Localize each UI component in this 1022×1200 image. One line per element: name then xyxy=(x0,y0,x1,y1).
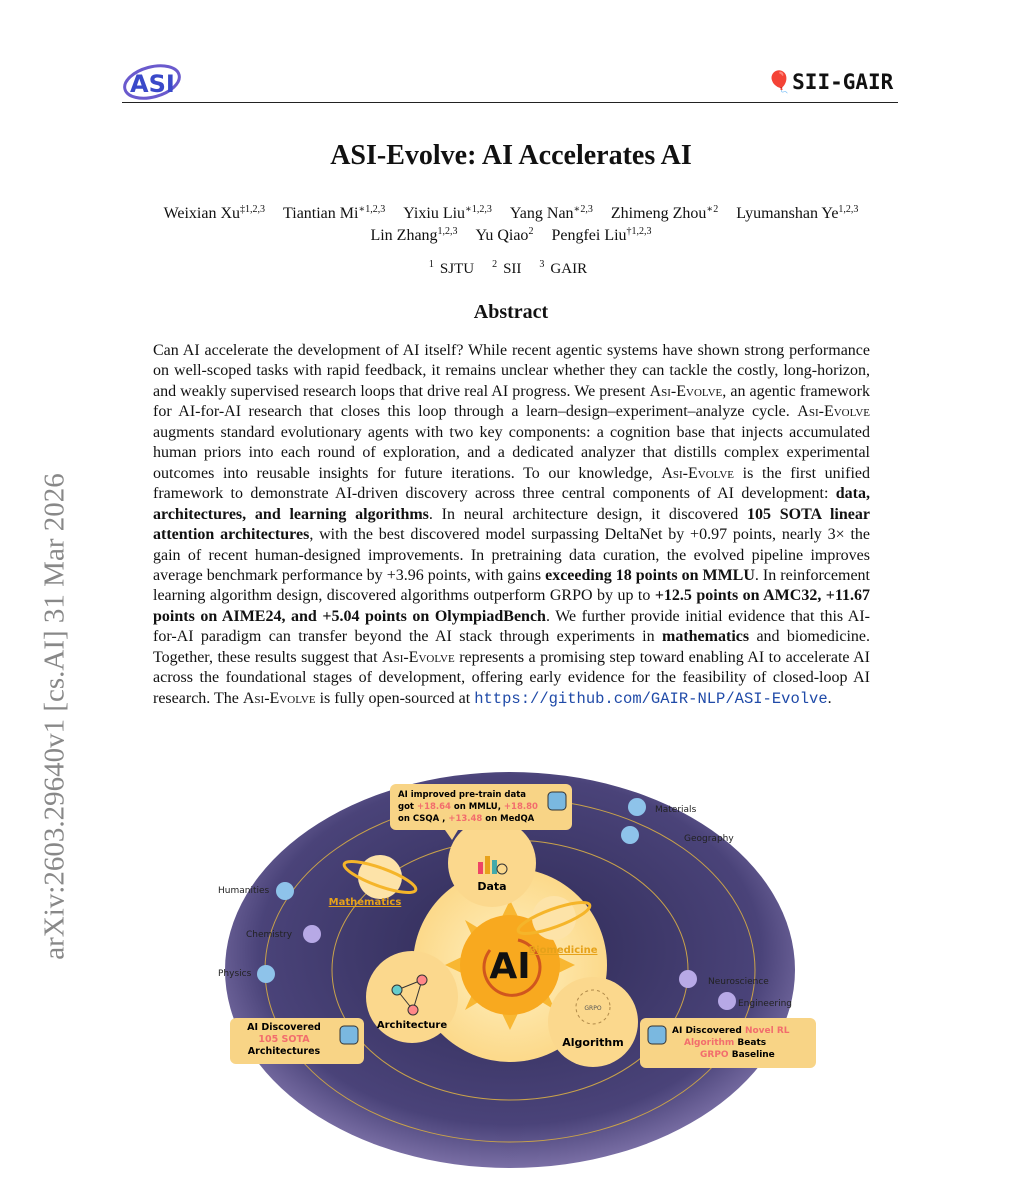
header-rule xyxy=(122,102,898,103)
author-affiliation-marks: ∗1,2,3 xyxy=(465,204,492,215)
abstract-text: . In reinforcement learning algorithm design, discovered algorithms outperform GRPO by up to xyxy=(153,566,870,605)
affiliation xyxy=(492,261,527,277)
affiliation-number: 2 xyxy=(492,259,498,270)
abstract-text: is the first unified framework to demonstrate AI-driven discovery across three central components of AI development: xyxy=(153,464,871,503)
sii-gair-logo: 🎈SII-GAIR xyxy=(766,70,894,94)
affiliation-name: SII xyxy=(503,261,522,277)
planet-engineering: Engineering xyxy=(738,999,792,1009)
github-link[interactable]: https://github.com/GAIR-NLP/ASI-Evolve xyxy=(474,689,828,708)
planet-biomedicine: Biomedicine xyxy=(528,945,598,956)
author-name: Lyumanshan Ye xyxy=(736,205,839,222)
abstract-text: is fully open-sourced at xyxy=(315,689,475,707)
system-name: Asi-Evolve xyxy=(661,464,735,482)
node-algorithm: Algorithm xyxy=(562,1036,624,1049)
author xyxy=(551,227,651,244)
system-name: Asi-Evolve xyxy=(382,648,455,666)
author-affiliation-marks: ∗2 xyxy=(706,204,719,215)
affiliation-name: SJTU xyxy=(439,261,475,277)
asi-logo xyxy=(122,60,184,102)
affiliation-number: 3 xyxy=(539,259,545,270)
author-affiliation-marks: 2 xyxy=(528,226,534,237)
author xyxy=(370,227,457,244)
author xyxy=(476,227,534,244)
svg-text:ASI: ASI xyxy=(130,70,175,98)
author-affiliation-marks: 1,2,3 xyxy=(838,204,859,215)
planet-chemistry: Chemistry xyxy=(246,930,293,940)
callout-data: AI improved pre-train data got +18.64 on MMLU, +18.80 on CSQA , +13.48 on MedQA xyxy=(398,790,538,824)
abstract-text: represents a promising step toward enabling AI to accelerate AI across the foundational stages of development, offering early evidence for the feasibility of closed-loop AI research. The xyxy=(153,648,870,707)
abstract-bold-text: exceeding 18 points on MMLU xyxy=(545,566,755,584)
author-name: Weixian Xu xyxy=(163,205,241,222)
affiliation-name: GAIR xyxy=(550,261,588,277)
author-affiliation-marks: ∗2,3 xyxy=(573,204,593,215)
abstract-text: and biomedicine. Together, these results suggest that xyxy=(153,628,871,666)
callout-algorithm: AI Discovered Novel RL Algorithm Beats GRPO Baseline xyxy=(672,1026,790,1060)
planet-physics: Physics xyxy=(218,969,252,979)
affiliation-number: 1 xyxy=(428,259,434,270)
abstract-text: . In neural architecture design, it discovered xyxy=(428,505,747,523)
author xyxy=(510,205,593,222)
callout-architecture: AI Discovered 105 SOTA Architectures xyxy=(247,1022,321,1057)
author-name: Yixiu Liu xyxy=(403,205,466,222)
abstract-bold-text: mathematics xyxy=(662,628,750,646)
planet-materials: Materials xyxy=(655,805,697,815)
abstract-text: , with the best discovered model surpassing DeltaNet by +0.97 points, nearly 3× the gain of recent human-designed improvements. In pretraining data curation, the evolved pipeline improves average benchmark performance by +3.96 points, with gains xyxy=(153,526,871,584)
author-name: Lin Zhang xyxy=(370,227,438,244)
author-name: Pengfei Liu xyxy=(551,227,627,244)
arxiv-identifier: arXiv:2603.29640v1 [cs.AI] 31 Mar 2026 xyxy=(38,473,71,960)
system-name: Asi-Evolve xyxy=(649,382,723,400)
system-name: Asi-Evolve xyxy=(242,689,316,707)
abstract-bold-text: +12.5 points on AMC32, +11.67 points on AIME24, and +5.04 points on OlympiadBench xyxy=(153,587,871,625)
author xyxy=(164,205,265,222)
author-name: Yu Qiao xyxy=(475,227,529,244)
planet-geography: Geography xyxy=(684,834,734,844)
grpo-label: GRPO xyxy=(584,1005,602,1012)
abstract-text: Can AI accelerate the development of AI itself? While recent agentic systems have shown strong performance on well-scoped tasks with rapid feedback, it remains unclear whether they can tackle the costly, long-horizon, and weakly supervised research loops that drive real AI progress. We present xyxy=(153,342,870,400)
planet-mathematics: Mathematics xyxy=(328,897,402,908)
overview-figure xyxy=(200,760,820,1180)
author-affiliation-marks: †1,2,3 xyxy=(626,226,652,237)
system-name: Asi-Evolve xyxy=(797,403,870,421)
author xyxy=(736,205,858,222)
sii-gair-logo-text: SII-GAIR xyxy=(792,70,894,94)
abstract-text: , an agentic framework for AI-for-AI research that closes this loop through a learn–design–experiment–analyze cycle. xyxy=(153,382,870,421)
author xyxy=(403,205,492,222)
author-affiliation-marks: ∗1,2,3 xyxy=(358,204,386,215)
affiliations xyxy=(0,261,1022,278)
abstract-text: . We further provide initial evidence that this AI-for-AI paradigm can transfer beyond the AI stack through experiments in xyxy=(153,607,871,646)
abstract-body xyxy=(153,341,870,709)
paper-title: ASI-Evolve: AI Accelerates AI xyxy=(330,140,692,171)
author-affiliation-marks: ‡1,2,3 xyxy=(240,204,266,215)
abstract-text: augments standard evolutionary agents with two key components: a cognition base that injects accumulated human priors into each round of exploration, and a dedicated analyzer that distills complex experimental outcomes into reusable insights for future iterations. To our knowledge, xyxy=(153,423,870,482)
author-name: Zhimeng Zhou xyxy=(610,205,707,222)
abstract-bold-text: data, architectures, and learning algorithms xyxy=(153,485,870,523)
center-ai-label: AI xyxy=(489,946,531,987)
node-data: Data xyxy=(477,880,507,893)
abstract-text: . xyxy=(827,689,832,707)
author-affiliation-marks: 1,2,3 xyxy=(437,226,458,237)
affiliation xyxy=(429,261,480,277)
author-name: Yang Nan xyxy=(509,205,574,222)
abstract-heading: Abstract xyxy=(473,301,549,323)
author xyxy=(283,205,385,222)
planet-humanities: Humanities xyxy=(218,886,270,896)
author xyxy=(611,205,718,222)
abstract-bold-text: 105 SOTA linear attention architectures xyxy=(153,505,870,544)
node-architecture: Architecture xyxy=(376,1020,448,1031)
affiliation xyxy=(539,261,593,277)
planet-neuroscience: Neuroscience xyxy=(708,977,769,987)
author-name: Tiantian Mi xyxy=(283,205,359,222)
author-list xyxy=(120,203,902,247)
